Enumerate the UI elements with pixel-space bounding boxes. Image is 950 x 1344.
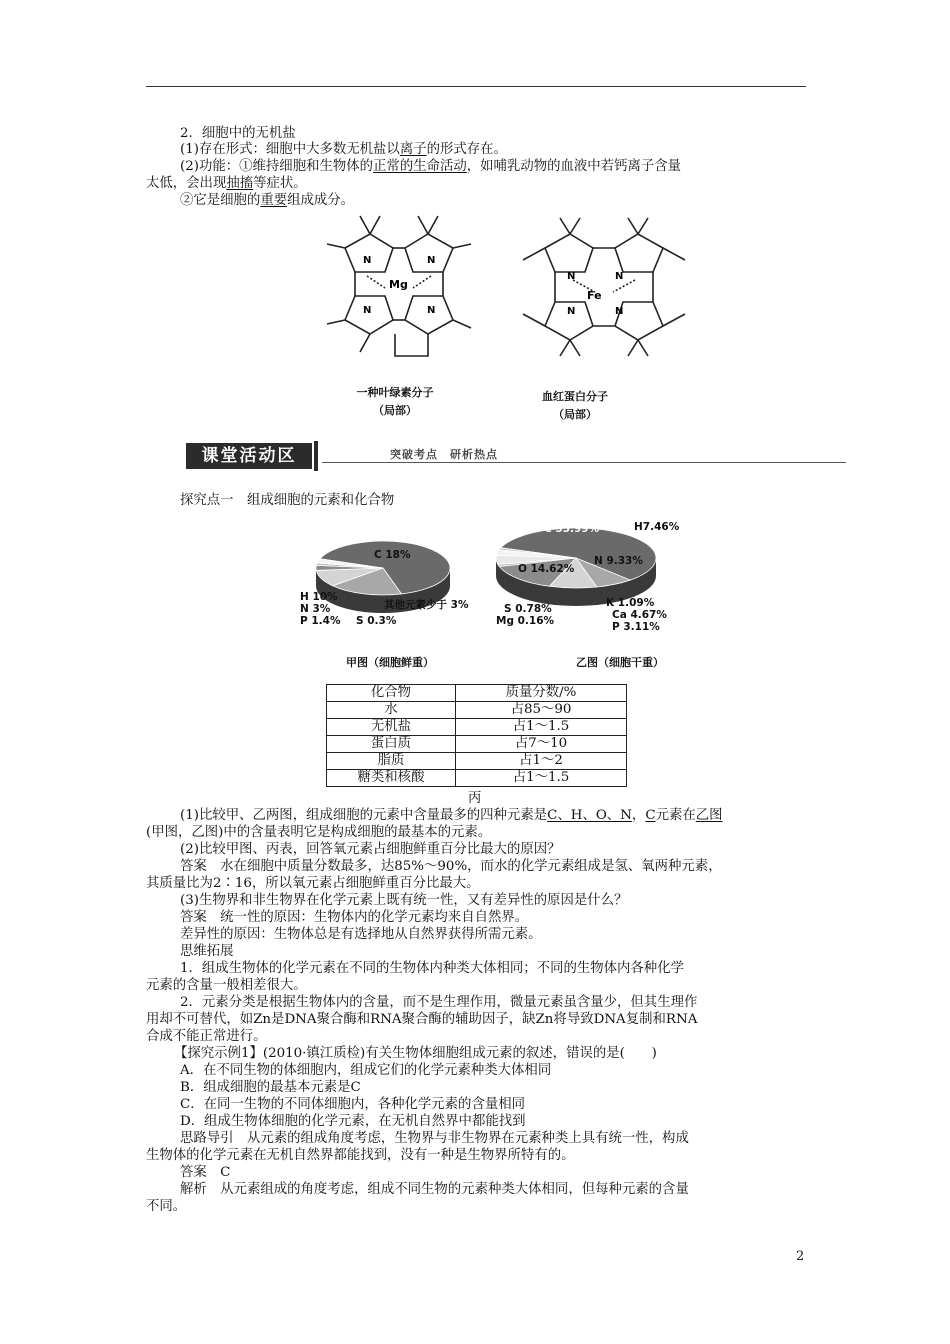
pie-label: N 3%: [300, 603, 331, 615]
paragraph: ②它是细胞的重要组成成分。: [180, 193, 355, 208]
option-b: B．组成细胞的最基本元素是C: [180, 1080, 361, 1095]
paragraph: (2)功能：①维持细胞和生物体的正常的生命活动，如哺乳动物的血液中若钙离子含量: [180, 159, 682, 174]
table-cell: 占1～1.5: [456, 719, 627, 736]
banner-subtitle: 突破考点 研析热点: [390, 448, 498, 461]
answer: 答案 水在细胞中质量分数最多，达85%～90%，而水的化学元素组成是氢、氧两种元素，: [180, 859, 722, 874]
table-header: 化合物: [327, 685, 456, 702]
pie-label: K 1.09%: [606, 597, 655, 609]
n-label: N: [363, 305, 372, 316]
guide: 生物体的化学元素在无机自然界都能找到，没有一种是生物界所特有的。: [146, 1148, 575, 1163]
guide: 思路导引 从元素的组成角度考虑，生物界与非生物界在元素种类上具有统一性，构成: [180, 1131, 689, 1146]
header-rule: [146, 86, 806, 87]
option-c: C．在同一生物的不同体细胞内，各种化学元素的含量相同: [180, 1097, 526, 1112]
n-label: N: [615, 306, 624, 317]
example-stem: 【探究示例1】(2010·镇江质检)有关生物体细胞组成元素的叙述，错误的是( ): [174, 1046, 657, 1061]
pie-label: O 14.62%: [518, 563, 575, 575]
paragraph: (1)存在形式：细胞中大多数无机盐以离子的形式存在。: [180, 142, 507, 157]
section-heading: 2．细胞中的无机盐: [180, 126, 296, 141]
pie-label: S 0.3%: [356, 615, 397, 627]
pie-label: O 65%: [326, 523, 364, 535]
section-banner: [180, 440, 848, 474]
table-row: [327, 702, 627, 719]
pie-label: C 18%: [374, 549, 411, 561]
table-header: 质量分数/%: [456, 685, 627, 702]
table-cell: 蛋白质: [327, 736, 456, 753]
molecule-caption: 血红蛋白分子: [542, 390, 608, 403]
molecule-caption: （局部）: [553, 408, 597, 421]
table-header-row: [327, 685, 627, 702]
n-label: N: [567, 306, 576, 317]
explore-title: 探究点一 组成细胞的元素和化合物: [180, 493, 395, 508]
molecule-caption: 一种叶绿素分子: [356, 386, 434, 399]
table-cell: 占1～2: [456, 753, 627, 770]
table-row: [327, 770, 627, 787]
question: (3)生物界和非生物界在化学元素上既有统一性，又有差异性的原因是什么？: [180, 893, 628, 908]
page-number: 2: [796, 1249, 805, 1264]
banner-bar: [314, 441, 318, 471]
table-cell: 无机盐: [327, 719, 456, 736]
pie-label: 其他元素少于 3%: [384, 599, 469, 611]
n-label: N: [427, 305, 436, 316]
table-caption: 丙: [468, 791, 482, 806]
n-label: N: [427, 255, 436, 266]
molecule-caption: （局部）: [373, 404, 417, 417]
table-cell: 占1～1.5: [456, 770, 627, 787]
pie-label: P 1.4%: [300, 615, 341, 627]
option-a: A．在不同生物的体细胞内，组成它们的化学元素种类大体相同: [180, 1063, 552, 1078]
pie-label: H 10%: [300, 591, 338, 603]
question: (甲图，乙图)中的含量表明它是构成细胞的最基本的元素。: [146, 825, 492, 840]
paragraph: 太低，会出现抽搐等症状。: [146, 176, 307, 191]
pie-label: H7.46%: [634, 521, 680, 533]
analysis: 不同。: [146, 1199, 187, 1214]
table-cell: 占7～10: [456, 736, 627, 753]
answer: 答案 C: [180, 1165, 231, 1180]
mg-label: Mg: [389, 278, 408, 291]
question: (1)比较甲、乙两图，组成细胞的元素中含量最多的四种元素是C、H、O、N，C元素在乙图: [180, 808, 723, 823]
n-label: N: [615, 271, 624, 282]
table-cell: 糖类和核酸: [327, 770, 456, 787]
n-label: N: [363, 255, 372, 266]
pie-label: S 0.78%: [504, 603, 552, 615]
pie-charts: [296, 508, 696, 673]
heme-structure: [523, 218, 685, 356]
pie-label: Mg 0.16%: [496, 615, 555, 627]
paragraph: 合成不能正常进行。: [146, 1029, 267, 1044]
n-label: N: [567, 271, 576, 282]
analysis: 解析 从元素组成的角度考虑，组成不同生物的元素种类大体相同，但每种元素的含量: [180, 1182, 689, 1197]
option-d: D．组成生物体细胞的化学元素，在无机自然界中都能找到: [180, 1114, 526, 1129]
chart-caption: 甲图（细胞鲜重）: [346, 656, 434, 669]
answer: 差异性的原因：生物体总是有选择地从自然界获得所需元素。: [180, 927, 542, 942]
expand-title: 思维拓展: [180, 944, 234, 959]
pie-label: P 3.11%: [612, 621, 660, 633]
banner-rule: [322, 462, 846, 463]
chart-caption: 乙图（细胞干重）: [576, 656, 664, 669]
pie-label: C 55.99%: [544, 523, 600, 535]
banner-title: 课堂活动区: [186, 443, 312, 469]
paragraph: 1．组成生物体的化学元素在不同的生物体内种类大体相同；不同的生物体内各种化学: [180, 961, 684, 976]
pie-label: Ca 4.67%: [612, 609, 667, 621]
pie-label: N 9.33%: [594, 555, 643, 567]
answer: 答案 统一性的原因：生物体内的化学元素均来自自然界。: [180, 910, 529, 925]
table-cell: 脂质: [327, 753, 456, 770]
fe-label: Fe: [587, 289, 602, 302]
porphyrin-diagrams: [315, 206, 695, 386]
compound-table: [326, 684, 627, 787]
table-row: [327, 753, 627, 770]
table-cell: 占85～90: [456, 702, 627, 719]
paragraph: 元素的含量一般相差很大。: [146, 978, 307, 993]
question: (2)比较甲图、丙表，回答氧元素占细胞鲜重百分比最大的原因？: [180, 842, 561, 857]
answer: 其质量比为2∶16，所以氧元素占细胞鲜重百分比最大。: [146, 876, 480, 891]
table-row: [327, 719, 627, 736]
table-row: [327, 736, 627, 753]
paragraph: 2．元素分类是根据生物体内的含量，而不是生理作用，微量元素虽含量少，但其生理作: [180, 995, 698, 1010]
table-cell: 水: [327, 702, 456, 719]
paragraph: 用却不可替代，如Zn是DNA聚合酶和RNA聚合酶的辅助因子，缺Zn将导致DNA复制和RNA: [146, 1012, 698, 1027]
